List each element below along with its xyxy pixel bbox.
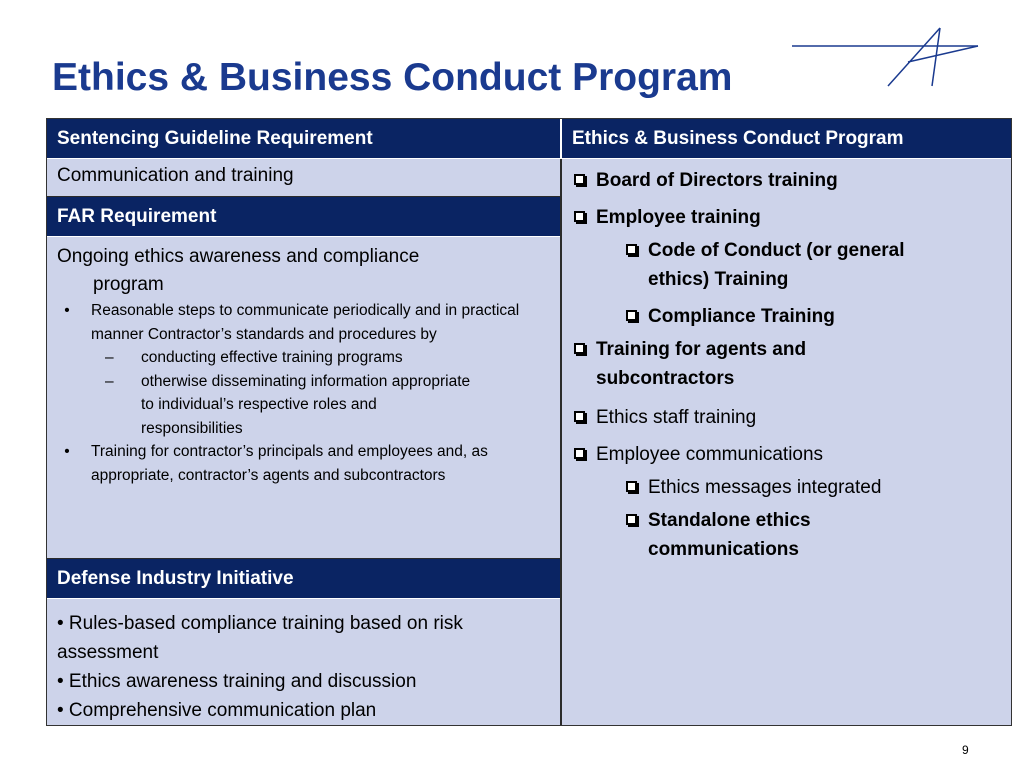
program-item-label: Ethics staff training — [596, 407, 757, 428]
program-item — [572, 166, 1011, 195]
checkbox-icon — [626, 244, 637, 255]
program-item — [572, 203, 1011, 232]
far-requirement-cell — [47, 237, 560, 559]
far-bullet-text: Training for contractor’s principals and employees and, as appropriate, contractor’s agents and subcontractors — [91, 443, 488, 484]
checkbox-icon — [626, 514, 637, 525]
dii-item: • Ethics awareness training and discussion — [57, 671, 417, 692]
list-item — [57, 346, 550, 370]
list-item — [57, 299, 550, 440]
dash-mark: – — [105, 349, 114, 366]
dii-item: • Rules-based compliance training based on risk assessment — [57, 613, 463, 663]
header-far-requirement: FAR Requirement — [47, 197, 560, 237]
program-item — [624, 506, 888, 564]
checkbox-icon — [574, 174, 585, 185]
bullet-mark: • — [64, 443, 70, 460]
comparison-table — [46, 118, 1012, 726]
far-bullet-list — [57, 299, 550, 487]
page-title: Ethics & Business Conduct Program — [52, 56, 733, 99]
program-item-label: Board of Directors training — [596, 170, 838, 191]
far-main-line1: Ongoing ethics awareness and compliance — [57, 246, 420, 267]
header-defense-industry-initiative: Defense Industry Initiative — [47, 559, 560, 599]
checkbox-icon — [574, 411, 585, 422]
header-sentencing-guideline: Sentencing Guideline Requirement — [47, 119, 560, 159]
program-item-label: Employee communications — [596, 444, 824, 465]
program-item — [624, 236, 948, 294]
program-item-label: Employee training — [596, 207, 761, 228]
far-main-line2: program — [93, 274, 164, 295]
far-dash-text: conducting effective training programs — [141, 349, 403, 366]
program-item — [624, 302, 1011, 331]
program-items-cell — [560, 159, 1011, 725]
sentencing-requirement-cell: Communication and training — [47, 159, 560, 197]
program-item — [572, 335, 866, 393]
page-number: 9 — [962, 743, 969, 757]
checkbox-icon — [626, 310, 637, 321]
list-item — [57, 440, 550, 487]
far-dash-list — [57, 346, 550, 440]
far-main-text — [57, 243, 550, 299]
far-bullet-text: Reasonable steps to communicate periodically and in practical manner Contractor’s standards and procedures by — [91, 302, 520, 343]
dash-mark: – — [105, 372, 114, 390]
far-dash-text: otherwise disseminating information appropriate to individual’s respective roles and responsibilities — [141, 372, 471, 437]
program-item-label: Compliance Training — [648, 306, 835, 327]
program-item-label: Code of Conduct (or general ethics) Training — [648, 240, 905, 290]
checkbox-icon — [626, 481, 637, 492]
checkbox-icon — [574, 448, 585, 459]
checkbox-icon — [574, 211, 585, 222]
program-item-label: Ethics messages integrated — [648, 477, 882, 498]
dii-item: • Comprehensive communication plan — [57, 700, 377, 721]
bullet-mark: • — [64, 302, 70, 319]
program-item — [572, 440, 1011, 469]
star-logo-icon — [790, 22, 980, 102]
checkbox-icon — [574, 343, 585, 354]
program-item — [572, 403, 1011, 432]
header-ethics-program: Ethics & Business Conduct Program — [560, 119, 1011, 159]
program-item — [624, 473, 1011, 502]
program-item-label: Standalone ethics communications — [648, 510, 811, 560]
program-item-label: Training for agents and subcontractors — [596, 339, 807, 389]
list-item — [57, 370, 550, 441]
dii-cell — [47, 599, 560, 725]
